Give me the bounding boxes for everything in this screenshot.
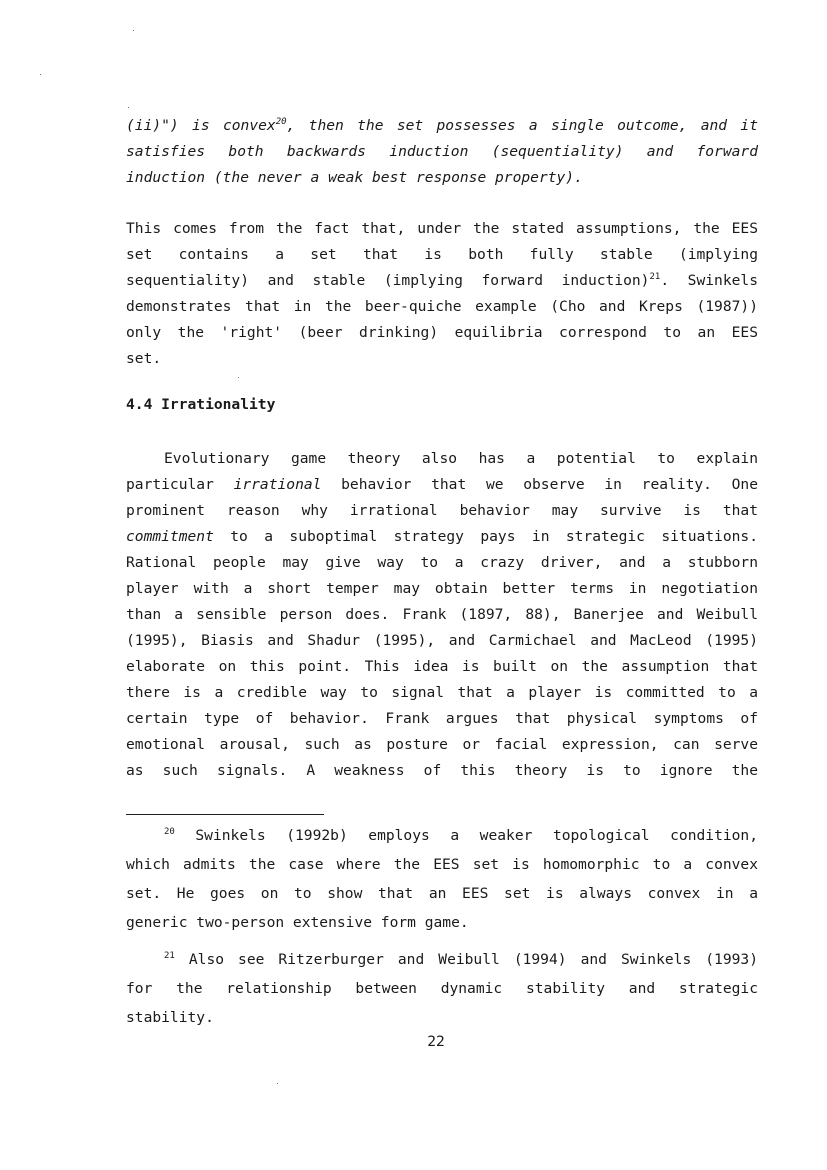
theorem-continuation	[126, 113, 758, 191]
text-line: (ii)") is convex$^{20}$, then the set possesses a single outcome, and it	[126, 117, 758, 134]
text-line: induction (the never a weak best response property).	[126, 169, 583, 186]
text-line: for the relationship between dynamic stability and strategic	[126, 980, 758, 997]
text-line: set. He goes on to show that an EES set is always convex in a	[126, 885, 758, 902]
text-line: prominent reason why irrational behavior may survive is that	[126, 502, 758, 519]
emphasis-irrational: irrational	[233, 476, 322, 493]
text-line: as such signals. A weakness of this theory is to ignore the	[126, 762, 758, 779]
scan-speck	[40, 74, 41, 75]
text-line: set.	[126, 350, 162, 367]
scan-speck	[128, 107, 129, 108]
footnote-21	[126, 945, 758, 1032]
scan-speck	[277, 1083, 278, 1084]
text-line: set contains a set that is both fully stable (implying	[126, 246, 758, 263]
text-line: stability.	[126, 1009, 214, 1026]
paragraph-irrationality	[126, 446, 758, 784]
footnote-marker: 21	[164, 951, 175, 962]
text-line: certain type of behavior. Frank argues that physical symptoms of	[126, 710, 758, 727]
footnote-marker: 20	[164, 827, 175, 838]
text-line: Rational people may give way to a crazy driver, and a stubborn	[126, 554, 758, 571]
footnote-separator	[126, 814, 324, 815]
text-line: (1995), Biasis and Shadur (1995), and Carmichael and MacLeod (1995)	[126, 632, 758, 649]
text-line: Evolutionary game theory also has a potential to explain	[164, 450, 758, 467]
footnote-20	[126, 821, 758, 937]
text-line: commitment to a suboptimal strategy pays in strategic situations.	[126, 528, 758, 545]
section-heading: 4.4 Irrationality	[126, 396, 276, 413]
text-line: This comes from the fact that, under the stated assumptions, the EES	[126, 220, 758, 237]
text-line: emotional arousal, such as posture or facial expression, can serve	[126, 736, 758, 753]
footnote-ref-20[interactable]: 20	[275, 117, 287, 128]
page-number: 22	[427, 1033, 445, 1050]
text-line: particular irrational behavior that we observe in reality. One	[126, 476, 759, 493]
paragraph-ees-set	[126, 216, 758, 372]
text-line: demonstrates that in the beer-quiche example (Cho and Kreps (1987))	[126, 298, 758, 315]
text-line: $^{21}$ Also see Ritzerburger and Weibull (1994) and Swinkels (1993)	[164, 951, 758, 968]
text-line: elaborate on this point. This idea is built on the assumption that	[126, 658, 758, 675]
text-line: which admits the case where the EES set is homomorphic to a convex	[126, 856, 758, 873]
text-line: satisfies both backwards induction (sequentiality) and forward	[126, 143, 758, 160]
scan-speck	[133, 30, 134, 31]
text-line: $^{20}$ Swinkels (1992b) employs a weaker topological condition,	[164, 827, 758, 844]
text-line: player with a short temper may obtain better terms in negotiation	[126, 580, 758, 597]
scan-speck	[238, 377, 239, 378]
text-line: only the 'right' (beer drinking) equilibria correspond to an EES	[126, 324, 758, 341]
emphasis-commitment: commitment	[126, 528, 214, 545]
text-line: than a sensible person does. Frank (1897, 88), Banerjee and Weibull	[126, 606, 758, 623]
text-line: there is a credible way to signal that a player is committed to a	[126, 684, 758, 701]
text-line: sequentiality) and stable (implying forward induction)$^{21}$. Swinkels	[126, 272, 758, 289]
text-line: generic two-person extensive form game.	[126, 914, 469, 931]
footnote-ref-21[interactable]: 21	[649, 272, 661, 283]
